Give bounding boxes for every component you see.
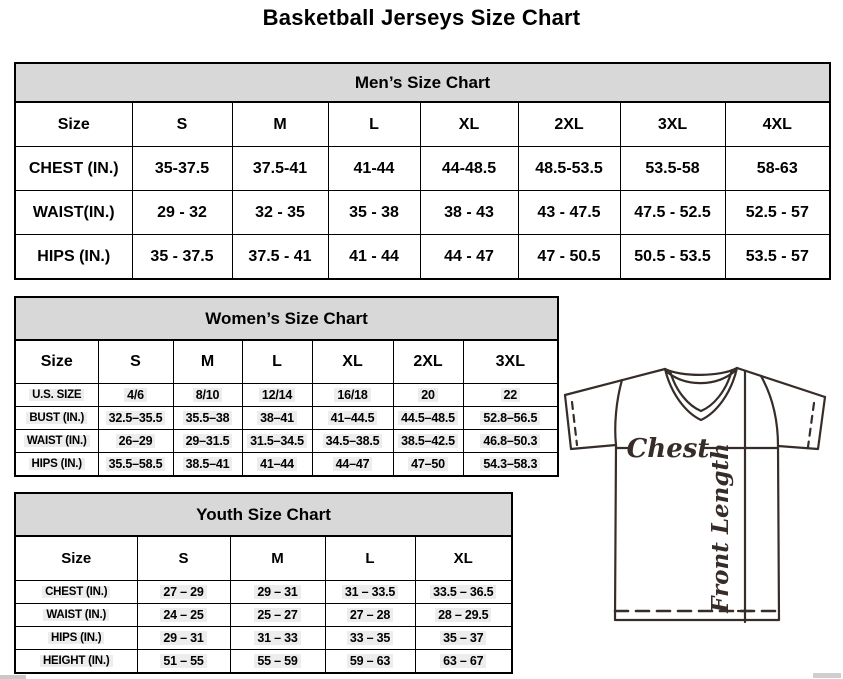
womens-row-ussize: [15, 384, 558, 407]
youth-col-header-l: L: [325, 536, 415, 581]
table-cell: 50.5 - 53.5: [620, 235, 725, 280]
table-cell: 26–29: [98, 430, 173, 453]
table-cell: 44.5–48.5: [393, 407, 463, 430]
youth-row-hips: [15, 627, 512, 650]
youth-col-header-xl: XL: [415, 536, 512, 581]
youth-row-waist: [15, 604, 512, 627]
table-cell: 48.5-53.5: [518, 147, 620, 191]
row-label: WAIST(IN.): [15, 191, 132, 235]
table-cell: 20: [393, 384, 463, 407]
table-cell: 24 – 25: [137, 604, 230, 627]
row-label: CHEST (IN.): [15, 147, 132, 191]
table-cell: 12/14: [242, 384, 312, 407]
table-cell: 22: [463, 384, 558, 407]
mens-col-header-l: L: [328, 102, 420, 147]
mens-col-header-size: Size: [15, 102, 132, 147]
table-cell: 29–31.5: [173, 430, 242, 453]
table-cell: 58-63: [725, 147, 830, 191]
mens-col-header-4xl: 4XL: [725, 102, 830, 147]
table-cell: 44 - 47: [420, 235, 518, 280]
table-cell: 33 – 35: [325, 627, 415, 650]
womens-col-header-2xl: 2XL: [393, 340, 463, 384]
table-cell: 16/18: [312, 384, 393, 407]
row-label: U.S. SIZE: [15, 384, 98, 407]
row-label: HIPS (IN.): [15, 235, 132, 280]
table-cell: 44-48.5: [420, 147, 518, 191]
table-cell: 55 – 59: [230, 650, 325, 674]
mens-row-hips: [15, 235, 830, 280]
table-cell: 38 - 43: [420, 191, 518, 235]
table-cell: 59 – 63: [325, 650, 415, 674]
table-cell: 52.8–56.5: [463, 407, 558, 430]
table-cell: 41 - 44: [328, 235, 420, 280]
womens-col-header-3xl: 3XL: [463, 340, 558, 384]
womens-table-title: Women’s Size Chart: [15, 297, 558, 340]
table-cell: 35.5–58.5: [98, 453, 173, 477]
table-cell: 4/6: [98, 384, 173, 407]
table-cell: 53.5-58: [620, 147, 725, 191]
table-cell: 34.5–38.5: [312, 430, 393, 453]
table-cell: 52.5 - 57: [725, 191, 830, 235]
youth-col-header-size: Size: [15, 536, 137, 581]
table-cell: 43 - 47.5: [518, 191, 620, 235]
page-title: Basketball Jerseys Size Chart: [262, 5, 581, 30]
table-cell: 37.5 - 41: [232, 235, 328, 280]
chest-label: Chest: [626, 434, 710, 464]
table-cell: 53.5 - 57: [725, 235, 830, 280]
table-cell: 35.5–38: [173, 407, 242, 430]
table-cell: 35-37.5: [132, 147, 232, 191]
mens-col-header-3xl: 3XL: [620, 102, 725, 147]
table-cell: 41–44.5: [312, 407, 393, 430]
table-cell: 38.5–41: [173, 453, 242, 477]
table-cell: 35 - 38: [328, 191, 420, 235]
womens-col-header-xl: XL: [312, 340, 393, 384]
table-cell: 32 - 35: [232, 191, 328, 235]
table-cell: 31 – 33.5: [325, 581, 415, 604]
womens-col-header-m: M: [173, 340, 242, 384]
jersey-measurement-diagram: [556, 356, 843, 676]
table-cell: 35 – 37: [415, 627, 512, 650]
row-label: WAIST (IN.): [15, 604, 137, 627]
table-cell: 63 – 67: [415, 650, 512, 674]
table-cell: 47–50: [393, 453, 463, 477]
front-length-label: Front Length: [707, 443, 734, 613]
row-label: WAIST (IN.): [15, 430, 98, 453]
row-label: HIPS (IN.): [15, 627, 137, 650]
womens-row-hips: [15, 453, 558, 477]
table-cell: 29 – 31: [230, 581, 325, 604]
youth-col-header-s: S: [137, 536, 230, 581]
jersey-body: [615, 445, 779, 620]
mens-col-header-2xl: 2XL: [518, 102, 620, 147]
table-cell: 31 – 33: [230, 627, 325, 650]
table-cell: 27 – 29: [137, 581, 230, 604]
womens-size-table: [14, 296, 557, 477]
row-label: BUST (IN.): [15, 407, 98, 430]
row-label: HEIGHT (IN.): [15, 650, 137, 674]
jersey-collar: [665, 368, 737, 420]
youth-row-chest: [15, 581, 512, 604]
row-label: CHEST (IN.): [15, 581, 137, 604]
mens-row-chest: [15, 147, 830, 191]
table-cell: 54.3–58.3: [463, 453, 558, 477]
table-cell: 31.5–34.5: [242, 430, 312, 453]
table-cell: 46.8–50.3: [463, 430, 558, 453]
scrollbar-fragment-right[interactable]: [813, 673, 841, 678]
table-cell: 38–41: [242, 407, 312, 430]
table-cell: 35 - 37.5: [132, 235, 232, 280]
womens-col-header-size: Size: [15, 340, 98, 384]
table-cell: 8/10: [173, 384, 242, 407]
mens-size-table: [14, 62, 829, 280]
mens-row-waist: [15, 191, 830, 235]
mens-col-header-m: M: [232, 102, 328, 147]
youth-table-title: Youth Size Chart: [15, 493, 512, 536]
womens-col-header-l: L: [242, 340, 312, 384]
table-cell: 47 - 50.5: [518, 235, 620, 280]
womens-col-header-s: S: [98, 340, 173, 384]
table-cell: 41–44: [242, 453, 312, 477]
table-cell: 32.5–35.5: [98, 407, 173, 430]
mens-table-title: Men’s Size Chart: [15, 63, 830, 102]
youth-row-height: [15, 650, 512, 674]
youth-size-table: [14, 492, 511, 674]
table-cell: 47.5 - 52.5: [620, 191, 725, 235]
table-cell: 29 – 31: [137, 627, 230, 650]
table-cell: 41-44: [328, 147, 420, 191]
table-cell: 44–47: [312, 453, 393, 477]
table-cell: 27 – 28: [325, 604, 415, 627]
womens-row-bust: [15, 407, 558, 430]
front-length-measure-line: [738, 371, 752, 622]
table-cell: 28 – 29.5: [415, 604, 512, 627]
table-cell: 38.5–42.5: [393, 430, 463, 453]
mens-col-header-xl: XL: [420, 102, 518, 147]
scrollbar-fragment-left[interactable]: [0, 675, 26, 679]
table-cell: 29 - 32: [132, 191, 232, 235]
mens-col-header-s: S: [132, 102, 232, 147]
youth-col-header-m: M: [230, 536, 325, 581]
jersey-left-sleeve: [565, 380, 622, 449]
row-label: HIPS (IN.): [15, 453, 98, 477]
table-cell: 33.5 – 36.5: [415, 581, 512, 604]
table-cell: 51 – 55: [137, 650, 230, 674]
womens-row-waist: [15, 430, 558, 453]
table-cell: 25 – 27: [230, 604, 325, 627]
table-cell: 37.5-41: [232, 147, 328, 191]
